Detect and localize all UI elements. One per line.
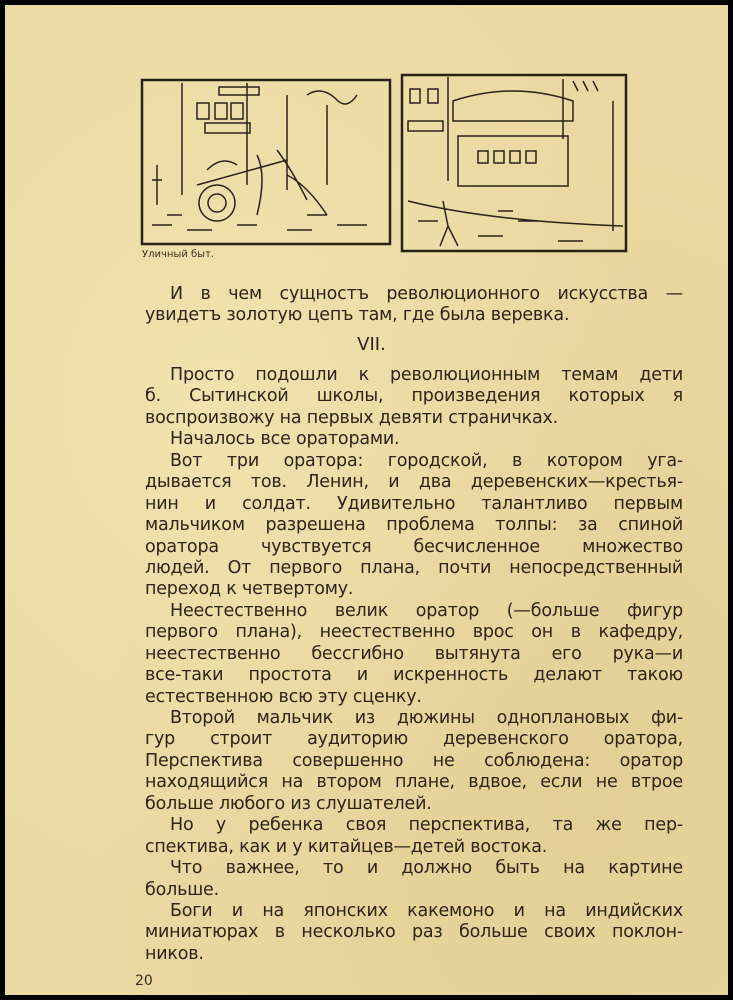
paragraph-line: ников. — [145, 943, 204, 964]
paragraph-line: Перспектива совершенно не соблюдена: оратор — [145, 750, 683, 771]
paragraph-line: спектива, как и у китайцев—детей востока. — [145, 836, 548, 857]
street-illustration-right — [398, 71, 630, 255]
paragraph-line: гур строит аудиторию деревенского оратора, — [145, 729, 683, 750]
paragraph-line: Просто подошли к революционным темам дети — [170, 365, 683, 385]
paragraph-line: Но у ребенка своя перспектива, та же пер- — [170, 815, 683, 836]
paragraph-line: нин и солдат. Удивительно талантливо первым — [145, 493, 683, 514]
paragraph-line: Боги и на японских какемоно и на индийских — [170, 901, 683, 921]
intro-line: И в чем сущностъ революционного искусства — — [170, 284, 683, 304]
paragraph-line: первого плана), неестественно врос он в кафедру, — [145, 622, 683, 643]
paragraph-line: больше. — [145, 879, 219, 900]
street-illustration-left — [137, 75, 393, 247]
paragraph-line: переход к четвертому. — [145, 579, 354, 600]
paragraph-line: Началось все ораторами. — [170, 429, 400, 450]
paragraph-line: находящийся на втором плане, вдвое, если не втрое — [145, 772, 683, 793]
paragraph-line: мальчиком разрешена проблема толпы: за спиной — [145, 515, 683, 536]
paragraph-line: больше любого из слушателей. — [145, 793, 432, 814]
paragraph-line: б. Сытинской школы, произведения которых я — [145, 386, 683, 407]
paragraph-line: Неестественно велик оратор (—больше фигур — [170, 600, 683, 621]
illustration-caption: Уличный быт. — [142, 249, 215, 260]
section-heading: VII. — [357, 334, 386, 355]
paragraph-line: Что важнее, то и должно быть на картине — [170, 858, 683, 879]
page-number: 20 — [135, 973, 153, 989]
intro-line: увидетъ золотую цепъ там, где была веревка. — [145, 305, 570, 325]
paragraph-line: дывается тов. Ленин, и два деревенских—крестья- — [145, 472, 683, 493]
paragraph-line: Вот три оратора: городской, в котором уга- — [170, 450, 683, 471]
book-page — [5, 5, 728, 995]
paragraph-line: людей. От первого плана, почти непосредственный — [145, 557, 683, 578]
paragraph-line: неестественно бессгибно вытянута его рука—и — [145, 643, 683, 664]
paragraph-line: естественною всю эту сценку. — [145, 686, 422, 707]
paragraph-line: все-таки простота и искренность делают такою — [145, 665, 683, 686]
paragraph-line: оратора чувствуется бесчисленное множество — [145, 536, 683, 557]
paragraph-line: миниатюрах в несколько раз больше своих поклон- — [145, 922, 683, 943]
paragraph-line: воспроизвожу на первых девяти страничках. — [145, 407, 559, 428]
paragraph-line: Второй мальчик из дюжины одноплановых фи- — [170, 708, 683, 729]
